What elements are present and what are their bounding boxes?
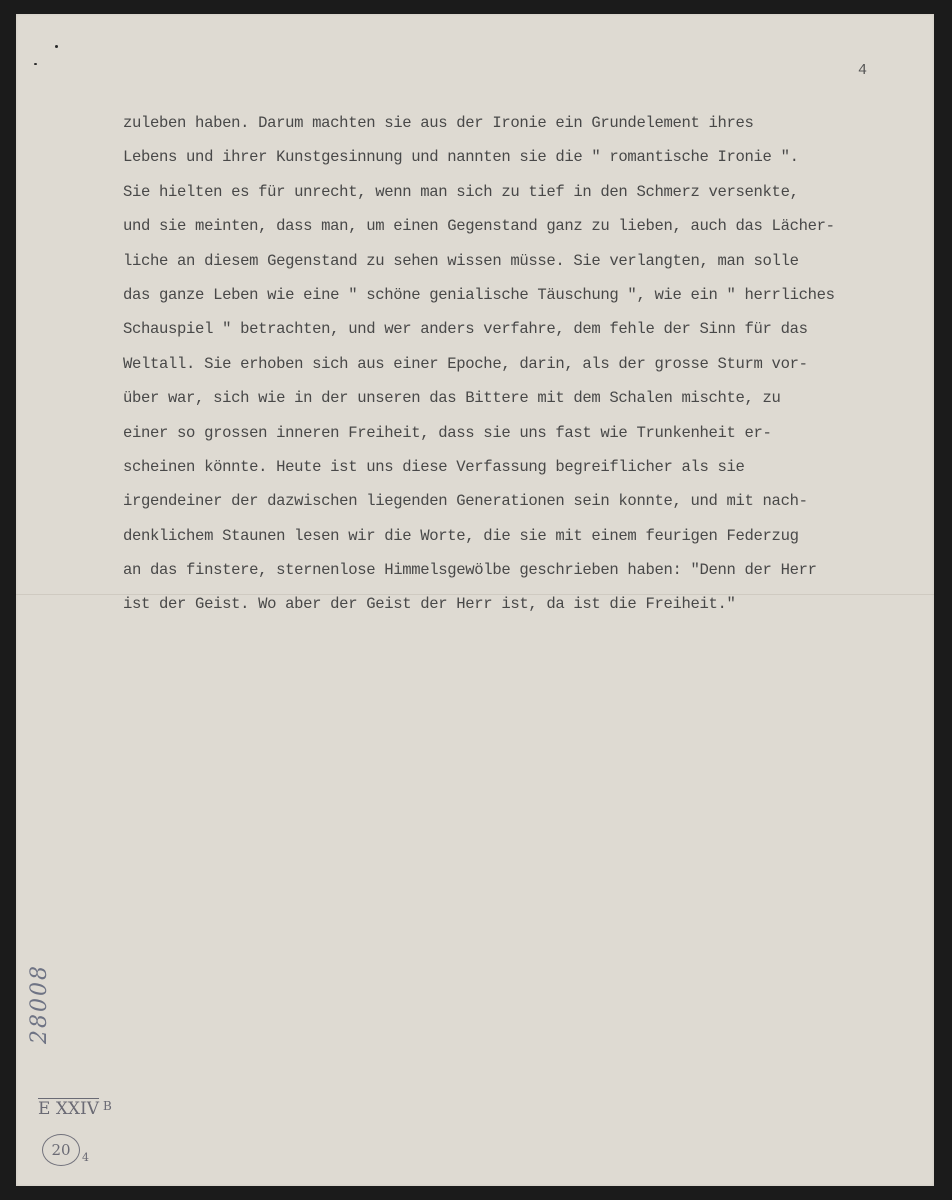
text-line: Weltall. Sie erhoben sich aus einer Epoche, darin, als der grosse Sturm vor- [123, 354, 808, 373]
punch-mark [55, 45, 58, 48]
document-page [16, 14, 934, 1186]
archive-number: 28008 [27, 964, 52, 1044]
shelf-mark-text: E XXIV [38, 1099, 100, 1119]
text-line: Schauspiel " betrachten, und wer anders verfahre, dem fehle der Sinn für das [123, 320, 808, 339]
text-line: einer so grossen inneren Freiheit, dass sie uns fast wie Trunkenheit er- [123, 423, 772, 442]
folio-number [42, 1134, 89, 1166]
punch-mark [34, 63, 37, 65]
folio-circle: 20 [42, 1134, 80, 1166]
text-line: das ganze Leben wie eine " schöne genialische Täuschung ", wie ein " herrliches [123, 285, 835, 304]
folio-suffix: 4 [82, 1151, 89, 1164]
text-line: irgendeiner der dazwischen liegenden Generationen sein konnte, und mit nach- [123, 492, 808, 511]
text-line: Sie hielten es für unrecht, wenn man sich zu tief in den Schmerz versenkte, [123, 182, 799, 201]
text-line: an das finstere, sternenlose Himmelsgewölbe geschrieben haben: "Denn der Herr [123, 561, 817, 580]
typed-text-body [123, 106, 913, 622]
page-number: 4 [858, 62, 868, 79]
shelf-mark-suffix: B [103, 1099, 112, 1113]
text-line: scheinen könnte. Heute ist uns diese Verfassung begreiflicher als sie [123, 457, 745, 476]
text-line: über war, sich wie in der unseren das Bittere mit dem Schalen mischte, zu [123, 389, 781, 408]
text-line: zuleben haben. Darum machten sie aus der Ironie ein Grundelement ihres [123, 114, 754, 132]
text-line: und sie meinten, dass man, um einen Gegenstand ganz zu lieben, auch das Lächer- [123, 217, 835, 236]
shelf-mark [38, 1099, 112, 1119]
text-line: denklichem Staunen lesen wir die Worte, die sie mit einem feurigen Federzug [123, 526, 799, 545]
text-line: ist der Geist. Wo aber der Geist der Herr ist, da ist die Freiheit." [123, 595, 736, 614]
text-line: liche an diesem Gegenstand zu sehen wissen müsse. Sie verlangten, man solle [123, 251, 799, 270]
text-line: Lebens und ihrer Kunstgesinnung und nannten sie die " romantische Ironie ". [123, 148, 799, 167]
